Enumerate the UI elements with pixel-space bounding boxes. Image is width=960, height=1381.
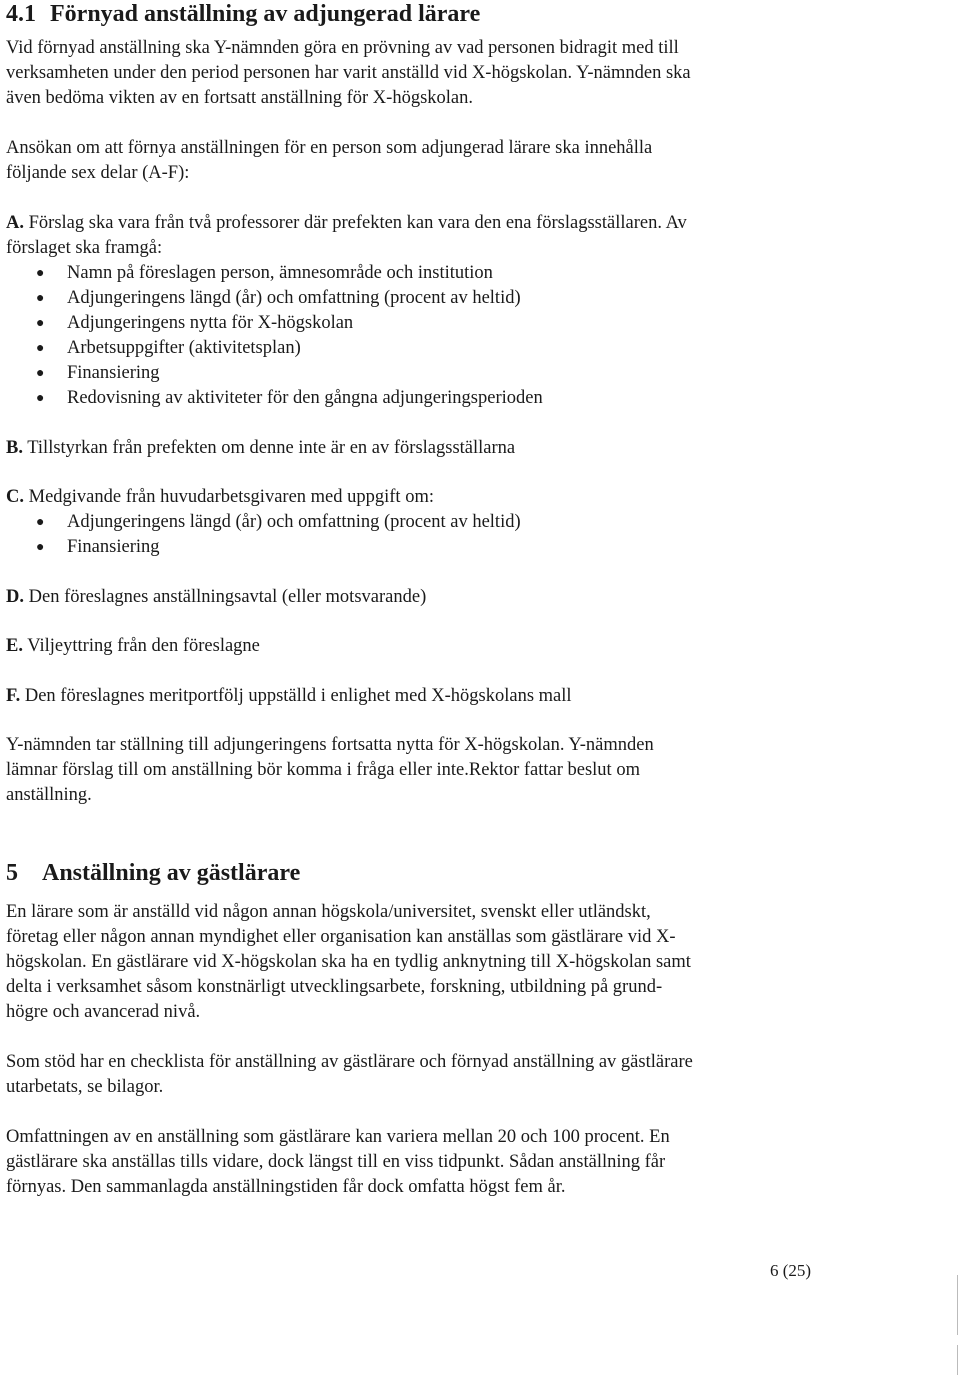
- bullet-item: [36, 311, 353, 336]
- bullet-item: [36, 510, 521, 535]
- bullet-text: Redovisning av aktiviteter för den gångna adjungeringsperioden: [67, 388, 543, 408]
- bullet-text: Namn på föreslagen person, ämnesområde och institution: [67, 263, 493, 283]
- bullet-item: [36, 386, 543, 411]
- item-d-label: D.: [6, 587, 24, 607]
- paragraph-line: En lärare som är anställd vid någon annan högskola/universitet, svenskt eller utländskt,: [6, 902, 651, 922]
- section-5-heading: [6, 859, 300, 887]
- paragraph-line: Omfattningen av en anställning som gästlärare kan variera mellan 20 och 100 procent. En: [6, 1127, 670, 1147]
- item-a-text: Förslag ska vara från två professorer där prefekten kan vara den ena förslagsställaren. Av: [24, 213, 687, 233]
- paragraph-line: högskolan. En gästlärare vid X-högskolan ska ha en tydlig anknytning till X-högskolan samt: [6, 952, 691, 972]
- bullet-text: Adjungeringens nytta för X-högskolan: [67, 313, 354, 333]
- section-number: 5: [6, 860, 18, 886]
- item-a-text-cont: förslaget ska framgå:: [6, 238, 163, 258]
- item-c-text: Medgivande från huvudarbetsgivaren med uppgift om:: [24, 487, 434, 507]
- bullet-dot: ●: [36, 515, 45, 530]
- section-4-1-heading: [6, 0, 480, 28]
- page-number: 6 (25): [770, 1261, 812, 1280]
- item-c-label: C.: [6, 487, 24, 507]
- item-d: [6, 585, 426, 610]
- paragraph-line: verksamheten under den period personen har varit anställd vid X-högskolan. Y-nämnden ska: [6, 63, 691, 83]
- bullet-dot: ●: [36, 266, 45, 281]
- bullet-item: [36, 361, 160, 386]
- paragraph-line: följande sex delar (A-F):: [6, 163, 190, 183]
- paragraph-line: utarbetats, se bilagor.: [6, 1077, 164, 1097]
- bullet-item: [36, 336, 301, 361]
- bullet-dot: ●: [36, 316, 45, 331]
- paragraph-line: företag eller någon annan myndighet eller organisation kan anställas som gästlärare vid X-: [6, 927, 676, 947]
- bullet-item: [36, 261, 493, 286]
- scan-edge-line: [957, 1345, 958, 1375]
- bullet-text: Adjungeringens längd (år) och omfattning (procent av heltid): [67, 288, 521, 308]
- paragraph-line: Ansökan om att förnya anställningen för en person som adjungerad lärare ska innehålla: [6, 138, 653, 158]
- bullet-dot: ●: [36, 540, 45, 555]
- item-f-label: F.: [6, 686, 21, 706]
- paragraph-line: anställning.: [6, 785, 92, 805]
- bullet-item: [36, 286, 521, 311]
- item-b-label: B.: [6, 438, 23, 458]
- item-d-text: Den föreslagnes anställningsavtal (eller motsvarande): [24, 587, 427, 607]
- paragraph-line: delta i verksamhet såsom konstnärligt utvecklingsarbete, forskning, utbildning på grund-: [6, 977, 663, 997]
- bullet-dot: ●: [36, 366, 45, 381]
- bullet-text: Adjungeringens längd (år) och omfattning (procent av heltid): [67, 512, 521, 532]
- paragraph-line: gästlärare ska anställas tills vidare, dock längst till en viss tidpunkt. Sådan anställning får: [6, 1152, 666, 1172]
- item-c: [6, 485, 434, 510]
- bullet-text: Arbetsuppgifter (aktivitetsplan): [67, 338, 301, 358]
- section-title: Förnyad anställning av adjungerad lärare: [50, 1, 481, 27]
- bullet-dot: ●: [36, 391, 45, 406]
- item-e-label: E.: [6, 636, 23, 656]
- item-e-text: Viljeyttring från den föreslagne: [22, 636, 260, 656]
- item-f-text: Den föreslagnes meritportfölj uppställd i enlighet med X-högskolans mall: [20, 686, 572, 706]
- item-b-text: Tillstyrkan från prefekten om denne inte är en av förslagsställarna: [22, 438, 516, 458]
- bullet-text: Finansiering: [67, 537, 160, 557]
- section-number: 4.1: [6, 1, 36, 27]
- paragraph-line: även bedöma vikten av en fortsatt anställning för X-högskolan.: [6, 88, 473, 108]
- paragraph-line: förnyas. Den sammanlagda anställningstiden får dock omfatta högst fem år.: [6, 1177, 566, 1197]
- item-b: [6, 436, 515, 461]
- paragraph-line: Y-nämnden tar ställning till adjungeringens fortsatta nytta för X-högskolan. Y-nämnden: [6, 735, 654, 755]
- item-f: [6, 684, 572, 709]
- paragraph-line: lämnar förslag till om anställning bör komma i fråga eller inte.Rektor fattar beslut om: [6, 760, 640, 780]
- paragraph-line: Vid förnyad anställning ska Y-nämnden göra en prövning av vad personen bidragit med till: [6, 38, 679, 58]
- bullet-dot: ●: [36, 341, 45, 356]
- paragraph-line: Som stöd har en checklista för anställning av gästlärare och förnyad anställning av gästlärare: [6, 1052, 693, 1072]
- bullet-text: Finansiering: [67, 363, 160, 383]
- section-title: Anställning av gästlärare: [42, 860, 301, 886]
- item-a: [6, 211, 687, 236]
- scan-edge-line: [957, 1275, 958, 1335]
- item-a-label: A.: [6, 213, 24, 233]
- paragraph-line: högre och avancerad nivå.: [6, 1002, 201, 1022]
- bullet-item: [36, 535, 160, 560]
- bullet-dot: ●: [36, 291, 45, 306]
- item-e: [6, 634, 260, 659]
